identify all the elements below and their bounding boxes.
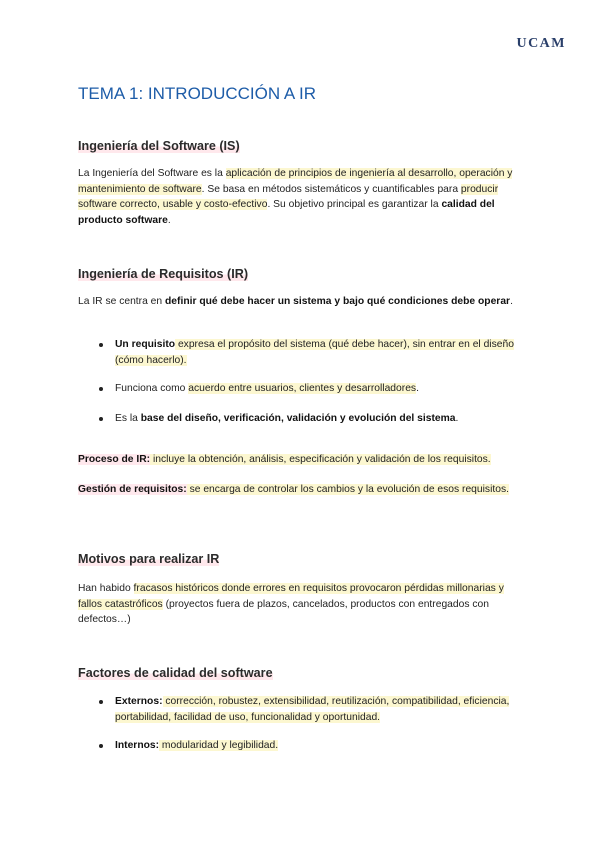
bold-run: base del diseño, verificación, validación y evolución del sistema (140, 413, 456, 424)
document-title: TEMA 1: INTRODUCCIÓN A IR (78, 84, 317, 103)
highlight-run: acuerdo entre usuarios, clientes y desarrolladores (188, 383, 417, 394)
paragraph-motivos (78, 581, 518, 628)
text-run: Han habido (78, 583, 134, 594)
text-run: La Ingeniería del Software es la (78, 168, 226, 179)
section-heading-factores: Factores de calidad del software (78, 666, 273, 680)
factores-bullet-list (78, 738, 518, 754)
ir-bullet-list (78, 381, 518, 397)
list-item (78, 337, 518, 368)
highlight-run: aplicación de principios de ingeniería al desarrollo, operación y mantenimiento de software (78, 168, 513, 195)
highlight-run: corrección, robustez, extensibilidad, reutilización, compatibilidad, eficiencia, portabilidad, facilidad de uso, funcionalidad y oportunidad. (115, 696, 510, 723)
text-run: Es la (115, 413, 141, 424)
section-heading-ir: Ingeniería de Requisitos (IR) (78, 267, 249, 281)
highlight-run: producir software correcto, usable y costo-efectivo (78, 183, 499, 210)
bullet-icon (99, 744, 103, 748)
text-run: La IR se centra en (78, 296, 166, 307)
highlight-run: se encarga de controlar los cambios y la evolución de esos requisitos. (186, 484, 509, 495)
bold-run: Externos: (115, 696, 163, 707)
text-run: . (455, 413, 459, 424)
bold-run: Un requisito (115, 339, 176, 350)
bullet-icon (99, 343, 103, 347)
text-run: . Se basa en métodos sistemáticos y cuantificables para (201, 183, 461, 195)
paragraph-proceso-ir (78, 452, 518, 468)
factores-bullet-list (78, 694, 518, 725)
list-item (78, 738, 518, 754)
list-item (78, 694, 518, 725)
bold-run: Internos: (115, 740, 160, 751)
highlight-run: incluye la obtención, análisis, especificación y validación de los requisitos. (150, 454, 491, 465)
text-run: . (167, 214, 171, 226)
text-run: . (416, 383, 419, 394)
bold-run: calidad del producto software (78, 199, 495, 226)
section-heading-motivos: Motivos para realizar IR (78, 552, 220, 566)
paragraph-gestion-requisitos (78, 482, 518, 498)
ucam-logo: UCAM (516, 36, 566, 51)
ir-bullet-list (78, 337, 518, 368)
ir-bullet-list (78, 411, 518, 427)
highlight-run: fracasos históricos donde errores en requisitos provocaron pérdidas millonarias y fallos catastróficos (78, 583, 504, 610)
text-run: . Su objetivo principal es garantizar la (267, 199, 442, 210)
section-heading-is: Ingeniería del Software (IS) (78, 139, 240, 153)
text-run: . (510, 296, 513, 307)
bold-run: definir qué debe hacer un sistema y bajo qué condiciones debe operar (165, 296, 511, 307)
highlight-run: expresa el propósito del sistema (qué debe hacer), sin entrar en el diseño (cómo hacerlo). (115, 339, 514, 366)
bold-run: Gestión de requisitos: (78, 484, 187, 495)
list-item (78, 381, 518, 397)
bullet-icon (99, 387, 103, 391)
paragraph-is-definition (78, 166, 518, 228)
bullet-icon (99, 417, 103, 421)
bold-run: Proceso de IR: (78, 454, 151, 465)
text-run: (proyectos fuera de plazos, cancelados, productos con entregados con defectos…) (78, 598, 489, 625)
bullet-icon (99, 700, 103, 704)
paragraph-ir-intro (78, 294, 518, 310)
highlight-run: modularidad y legibilidad. (159, 740, 279, 751)
list-item (78, 411, 518, 427)
text-run: Funciona como (115, 383, 189, 394)
